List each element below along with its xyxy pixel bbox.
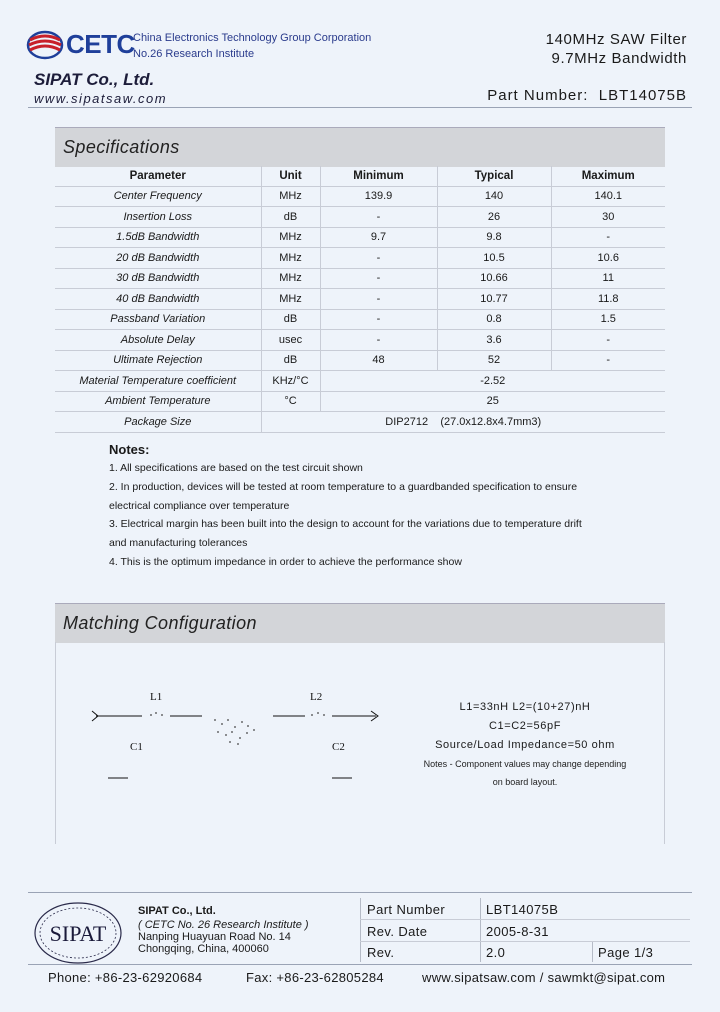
table-cell: Insertion Loss bbox=[55, 207, 261, 228]
footer-part-number: LBT14075B bbox=[486, 902, 559, 917]
note-line: electrical compliance over temperature bbox=[109, 500, 290, 512]
table-cell: 10.6 bbox=[551, 248, 665, 269]
table-cell: 140 bbox=[437, 186, 551, 207]
table-row bbox=[55, 330, 665, 351]
footer-separator bbox=[360, 941, 690, 942]
table-cell: - bbox=[320, 248, 437, 269]
notes-title: Notes: bbox=[109, 442, 150, 457]
table-row bbox=[55, 268, 665, 289]
table-cell: °C bbox=[261, 391, 320, 412]
inductor-values: L1=33nH L2=(10+27)nH bbox=[459, 701, 591, 713]
table-cell: usec bbox=[261, 330, 320, 351]
table-row bbox=[55, 309, 665, 330]
panel-border bbox=[664, 642, 665, 844]
footer-separator bbox=[480, 898, 481, 962]
table-cell: - bbox=[320, 289, 437, 310]
table-cell: 3.6 bbox=[437, 330, 551, 351]
matching-header bbox=[55, 603, 665, 643]
table-cell: Absolute Delay bbox=[55, 330, 261, 351]
table-cell: Package Size bbox=[55, 412, 261, 433]
table-row bbox=[55, 207, 665, 228]
table-cell: - bbox=[320, 330, 437, 351]
table-cell: 40 dB Bandwidth bbox=[55, 289, 261, 310]
footer-address: Nanping Huayuan Road No. 14 bbox=[138, 931, 291, 943]
footer-page-number: Page 1/3 bbox=[598, 945, 654, 960]
table-cell: Ultimate Rejection bbox=[55, 350, 261, 371]
footer-phone: Phone: +86-23-62920684 bbox=[48, 970, 203, 985]
table-cell: MHz bbox=[261, 248, 320, 269]
c1-label: C1 bbox=[130, 741, 143, 753]
table-cell: dB bbox=[261, 309, 320, 330]
matching-note: Notes - Component values may change depending bbox=[423, 759, 627, 769]
specifications-heading: Specifications bbox=[63, 137, 180, 157]
footer-web-email[interactable]: www.sipatsaw.com / sawmkt@sipat.com bbox=[422, 970, 666, 985]
column-header: Typical bbox=[437, 166, 551, 186]
table-cell: Center Frequency bbox=[55, 186, 261, 207]
table-row bbox=[55, 412, 665, 433]
table-cell: - bbox=[551, 330, 665, 351]
part-number bbox=[487, 87, 687, 104]
table-row bbox=[55, 186, 665, 207]
table-row bbox=[55, 227, 665, 248]
header-divider bbox=[28, 107, 692, 108]
table-header-row bbox=[55, 166, 665, 186]
table-cell: MHz bbox=[261, 289, 320, 310]
part-number-value: LBT14075B bbox=[598, 87, 687, 104]
table-cell: 10.5 bbox=[437, 248, 551, 269]
c2-label: C2 bbox=[332, 741, 345, 753]
footer-separator bbox=[592, 942, 593, 962]
footer-company: SIPAT Co., Ltd. bbox=[138, 905, 216, 917]
table-cell: Passband Variation bbox=[55, 309, 261, 330]
footer-divider bbox=[28, 892, 692, 893]
footer-rev-date: 2005-8-31 bbox=[486, 924, 549, 939]
note-line: and manufacturing tolerances bbox=[109, 537, 248, 549]
matching-note: on board layout. bbox=[492, 777, 558, 787]
table-cell: MHz bbox=[261, 186, 320, 207]
footer-part-number-label: Part Number bbox=[367, 902, 446, 917]
table-cell: - bbox=[551, 350, 665, 371]
table-cell: 20 dB Bandwidth bbox=[55, 248, 261, 269]
table-cell: 10.66 bbox=[437, 268, 551, 289]
l2-label: L2 bbox=[310, 691, 323, 703]
column-header: Parameter bbox=[55, 166, 261, 186]
l1-label: L1 bbox=[150, 691, 163, 703]
impedance-value: Source/Load Impedance=50 ohm bbox=[435, 739, 615, 751]
table-cell: 1.5dB Bandwidth bbox=[55, 227, 261, 248]
table-cell: MHz bbox=[261, 268, 320, 289]
cetc-name-line2: No.26 Research Institute bbox=[133, 48, 255, 60]
footer-city: Chongqing, China, 400060 bbox=[138, 943, 269, 955]
footer-fax: Fax: +86-23-62805284 bbox=[246, 970, 384, 985]
column-header: Minimum bbox=[320, 166, 437, 186]
table-cell: -2.52 bbox=[320, 371, 665, 392]
product-subtitle: 9.7MHz Bandwidth bbox=[551, 50, 687, 67]
company-name: SIPAT Co., Ltd. bbox=[34, 70, 155, 89]
matching-circuit-diagram bbox=[80, 680, 420, 790]
footer-rev-date-label: Rev. Date bbox=[367, 924, 428, 939]
table-cell: - bbox=[551, 227, 665, 248]
cetc-name-line1: China Electronics Technology Group Corporation bbox=[133, 32, 372, 44]
table-cell: 48 bbox=[320, 350, 437, 371]
table-cell: DIP2712 (27.0x12.8x4.7mm3) bbox=[261, 412, 665, 433]
table-cell: 25 bbox=[320, 391, 665, 412]
matching-heading: Matching Configuration bbox=[63, 613, 257, 633]
website-link[interactable]: www.sipatsaw.com bbox=[34, 91, 168, 106]
table-cell: - bbox=[320, 207, 437, 228]
footer-separator bbox=[360, 919, 690, 920]
table-row bbox=[55, 391, 665, 412]
table-cell: 1.5 bbox=[551, 309, 665, 330]
note-line: 2. In production, devices will be tested at room temperature to a guardbanded specification to ensure bbox=[109, 481, 578, 493]
capacitor-values: C1=C2=56pF bbox=[488, 720, 562, 732]
table-cell: 26 bbox=[437, 207, 551, 228]
part-number-label: Part Number: bbox=[487, 87, 589, 104]
table-cell: KHz/°C bbox=[261, 371, 320, 392]
table-cell: 9.8 bbox=[437, 227, 551, 248]
cetc-logo-icon bbox=[26, 28, 64, 62]
footer-rev: 2.0 bbox=[486, 945, 506, 960]
product-title: 140MHz SAW Filter bbox=[545, 31, 687, 48]
table-cell: MHz bbox=[261, 227, 320, 248]
footer-rev-label: Rev. bbox=[367, 945, 395, 960]
table-cell: dB bbox=[261, 350, 320, 371]
footer-divider bbox=[28, 964, 692, 965]
table-cell: 139.9 bbox=[320, 186, 437, 207]
table-cell: dB bbox=[261, 207, 320, 228]
table-cell: 30 dB Bandwidth bbox=[55, 268, 261, 289]
table-cell: Ambient Temperature bbox=[55, 391, 261, 412]
footer-institute: ( CETC No. 26 Research Institute ) bbox=[138, 919, 309, 931]
table-row bbox=[55, 371, 665, 392]
note-line: 3. Electrical margin has been built into the design to account for the variations due to temperature drift bbox=[109, 518, 582, 530]
seal-text: SIPAT bbox=[49, 921, 107, 946]
column-header: Unit bbox=[261, 166, 320, 186]
table-row bbox=[55, 248, 665, 269]
table-row bbox=[55, 350, 665, 371]
table-cell: - bbox=[320, 309, 437, 330]
table-cell: - bbox=[320, 268, 437, 289]
table-row bbox=[55, 289, 665, 310]
table-cell: 11.8 bbox=[551, 289, 665, 310]
sipat-seal-logo bbox=[32, 900, 124, 966]
table-cell: 11 bbox=[551, 268, 665, 289]
footer-separator bbox=[360, 898, 361, 962]
table-cell: 140.1 bbox=[551, 186, 665, 207]
table-cell: 9.7 bbox=[320, 227, 437, 248]
table-cell: 10.77 bbox=[437, 289, 551, 310]
table-cell: 0.8 bbox=[437, 309, 551, 330]
cetc-logo-text: CETC bbox=[66, 29, 135, 59]
column-header: Maximum bbox=[551, 166, 665, 186]
table-cell: 30 bbox=[551, 207, 665, 228]
specifications-table bbox=[55, 166, 665, 433]
note-line: 1. All specifications are based on the test circuit shown bbox=[109, 462, 363, 474]
table-cell: Material Temperature coefficient bbox=[55, 371, 261, 392]
panel-border bbox=[55, 642, 56, 844]
table-cell: 52 bbox=[437, 350, 551, 371]
specifications-header bbox=[55, 127, 665, 167]
note-line: 4. This is the optimum impedance in order to achieve the performance show bbox=[109, 556, 462, 568]
